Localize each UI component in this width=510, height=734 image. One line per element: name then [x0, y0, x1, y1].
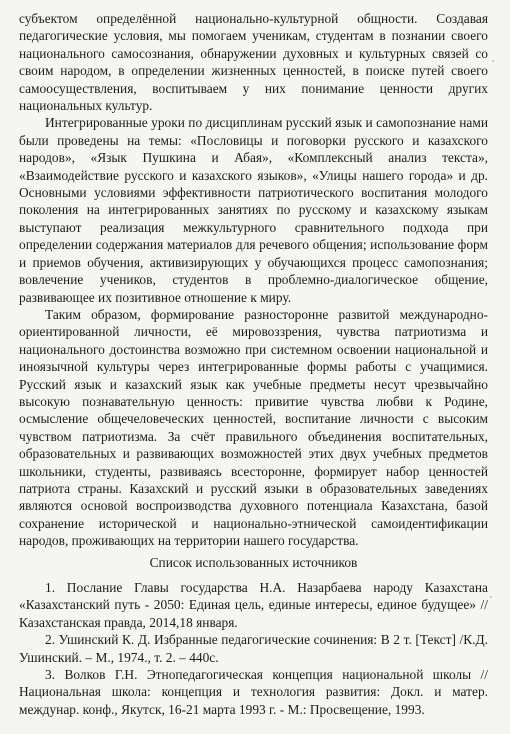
paragraph-conclusion: Таким образом, формирование разносторонне развитой международно-ориентированной личности, её мировоззрения, чувства патриотизма и национального достоинства возможно при системном освоении национальной и иноязычной культуры через интегрированные формы работы с учащимися. Русский язык и казахский язык как учебные предметы несут чрезвычайно высокую познавательную ценность: привитие чувства любви к Родине, осмысление общечеловеческих ценностей, воспитание личности с высоким чувством патриотизма. За счёт правильного объединения воспитательных, образовательных и развивающих возможностей этих двух учебных предметов школьники, студенты, развиваясь всесторонне, формирует набор ценностей патриота страны. Казахский и русский языки в образовательных заведениях являются основой воспроизводства духовного потенциала Казахстана, базой сохранение исторической и национально-этнической самоидентификации народов, проживающих на территории нашего государства. — [19, 306, 488, 549]
paragraph-integrated-lessons: Интегрированные уроки по дисциплинам русский язык и самопознание нами были проведены на темы: «Пословицы и поговорки русского и казахского народов», «Язык Пушкина и Абая», «Комплексный анализ текста», «Взаимодействие русского и казахского языков», «Улицы нашего города» и др. Основными условиями эффективности патриотического воспитания молодого поколения на интегрированных занятиях по русскому и казахскому языкам выступают реализация межкультурного сравнительного подхода при определении содержания материалов для речевого общения; использование форм и приемов обучения, активизирующих у обучающихся процесс самопознания; вовлечение учеников, студентов в проблемно-диалогическое общение, развивающее их позитивное отношение к миру. — [19, 115, 488, 305]
paragraph-continuation: субъектом определённой национально-культурной общности. Создавая педагогические условия, мы помогаем ученикам, студентам в познании своего национального самосознания, обнаружении духовных и культурных связей со своим народом, в определении жизненных ценностей, в поиске путей своего самоосуществления, воспитываем у них понимание ценности других национальных культур. — [19, 11, 488, 114]
reference-item: 3. Волков Г.Н. Этнопедагогическая концепция национальной школы // Национальная школа: концепция и технология развития: Докл. и матер. междунар. конф., Якутск, 16-21 марта 1993 г. - М.: Просвещение, 1993. — [19, 667, 488, 717]
reference-item: 2. Ушинский К. Д. Избранные педагогические сочинения: В 2 т. [Текст] /К.Д. Ушинский. – М., 1974., т. 2. – 440с. — [19, 632, 488, 665]
reference-item: 1. Послание Главы государства Н.А. Назарбаева народу Казахстана «Казахстанский путь - 2050: Единая цель, единые интересы, единое будущее» //Казахстанская правда, 2014,18 января. — [19, 580, 488, 630]
scan-speck — [490, 596, 492, 598]
scan-speck — [492, 60, 494, 62]
references-list — [19, 579, 488, 718]
references-heading: Список использованных источников — [149, 554, 358, 570]
